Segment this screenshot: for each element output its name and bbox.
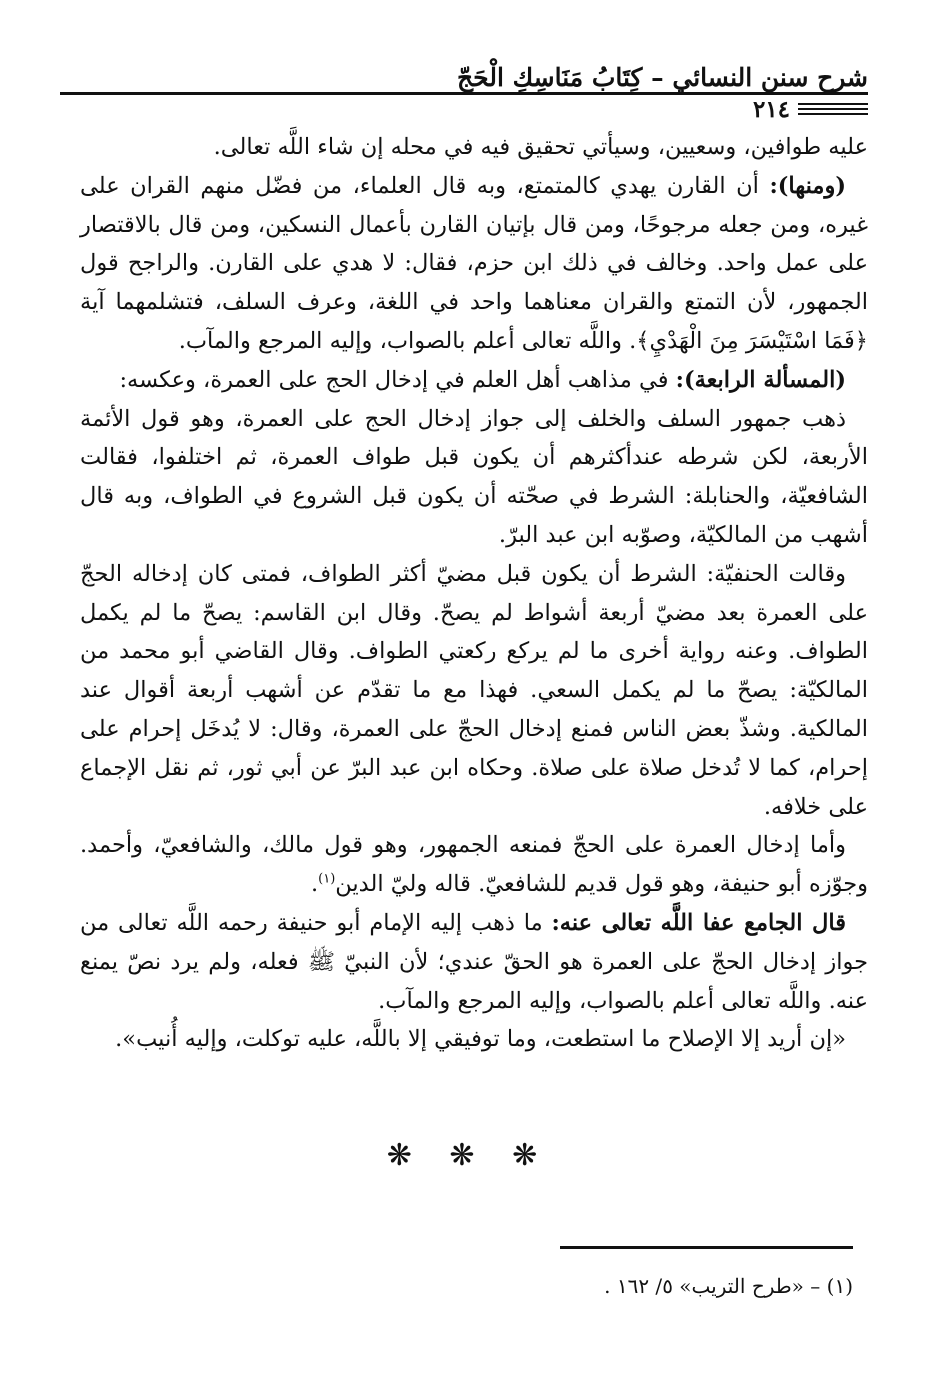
section-separator: ❋ ❋ ❋ xyxy=(386,1138,552,1173)
paragraph xyxy=(80,904,868,1020)
paragraph-text: عليه طوافين، وسعيين، وسيأتي تحقيق فيه في محله إن شاء اللَّه تعالى. xyxy=(213,134,868,160)
paragraph-tail: . xyxy=(311,871,319,898)
page-number-ornament xyxy=(798,100,868,118)
paragraph-text: ذهب جمهور السلف والخلف إلى جواز إدخال الحج على العمرة، وهو قول الأئمة الأربعة، لكن شرطه عندأكثرهم أن يكون قبل طواف العمرة، ثم اختلفوا، فقالت الشافعيّة، والحنابلة: الشرط في صحّته أن يكون قبل الشروع في الطواف، وبه قال أشهب من المالكيّة، وصوّبه ابن عبد البرّ. xyxy=(80,405,868,548)
paragraph-lead: (ومنها): xyxy=(769,172,846,199)
footnote: (١) – «طرح التريب» ٥/ ١٦٢ . xyxy=(604,1274,853,1298)
paragraph xyxy=(80,128,868,167)
paragraph xyxy=(80,400,868,555)
section-heading: (المسألة الرابعة): xyxy=(675,366,846,393)
paragraph-text: في مذاهب أهل العلم في إدخال الحج على العمرة، وعكسه: xyxy=(119,366,676,393)
paragraph xyxy=(80,167,868,361)
paragraph xyxy=(80,361,868,400)
header-title: شرح سنن النسائي – كِتَابُ مَنَاسِكِ الْحَجّ xyxy=(457,63,868,92)
running-header xyxy=(60,58,868,92)
paragraph-lead: قال الجامع عفا اللَّه تعالى عنه: xyxy=(551,909,846,936)
paragraph-text: ما ذهب إليه الإمام أبو حنيفة رحمه اللَّه تعالى من جواز إدخال الحجّ على العمرة هو الحقّ عندي؛ لأن النبيّ ﷺ فعله، ولم يرد نصّ يمنع عنه. واللَّه تعالى أعلم بالصواب، وإليه المرجع والمآب. xyxy=(80,909,868,1014)
main-text xyxy=(80,128,868,1059)
paragraph xyxy=(80,1020,868,1059)
paragraph-text: أن القارن يهدي كالمتمتع، وبه قال العلماء، من فضّل منهم القران على غيره، ومن جعله مرجوحًا، ومن قال بإتيان القارن بأعمال النسكين، ومن قال بالاقتصار على عمل واحد. وخالف في ذلك ابن حزم، فقال: لا هدي على القارن. والراجح قول الجمهور، لأن التمتع والقران معناهما واحد في اللغة، وعرف السلف، فتشلمهما آية ﴿فَمَا اسْتَيْسَرَ مِنَ الْهَدْيِ﴾. واللَّه تعالى أعلم بالصواب، وإليه المرجع والمآب. xyxy=(80,172,868,354)
paragraph-text: وقالت الحنفيّة: الشرط أن يكون قبل مضيّ أكثر الطواف، فمتى كان إدخاله الحجّ على العمرة بعد مضيّ أربعة أشواط لم يصحّ. وقال ابن القاسم: يصحّ ما لم يكمل الطواف. وعنه رواية أخرى ما لم يركع ركعتي الطواف. وقال القاضي أبو محمد من المالكيّة: يصحّ ما لم يكمل السعي. فهذا مع ما تقدّم عن أشهب أربعة أقوال عند المالكية. وشذّ بعض الناس فمنع إدخال الحجّ على العمرة، وقال: لا يُدخَل إحرام على إحرام، كما لا تُدخل صلاة على صلاة. وحكاه ابن عبد البرّ عن أبي ثور، ثم نقل الإجماع على خلافه. xyxy=(80,560,868,820)
footnote-rule xyxy=(560,1246,853,1249)
footnote-marker: (١) xyxy=(318,871,336,887)
paragraph-text: «إن أريد إلا الإصلاح ما استطعت، وما توفيقي إلا باللَّه، عليه توكلت، وإليه أُنيب». xyxy=(115,1026,846,1053)
paragraph xyxy=(80,826,868,904)
page-number-row xyxy=(700,94,868,124)
paragraph xyxy=(80,555,868,827)
page-number: ٢١٤ xyxy=(752,95,790,123)
paragraph-text: وأما إدخال العمرة على الحجّ فمنعه الجمهور، وهو قول مالك، والشافعيّ، وأحمد. وجوّزه أبو حنيفة، وهو قول قديم للشافعيّ. قاله وليّ الدين xyxy=(80,832,868,898)
